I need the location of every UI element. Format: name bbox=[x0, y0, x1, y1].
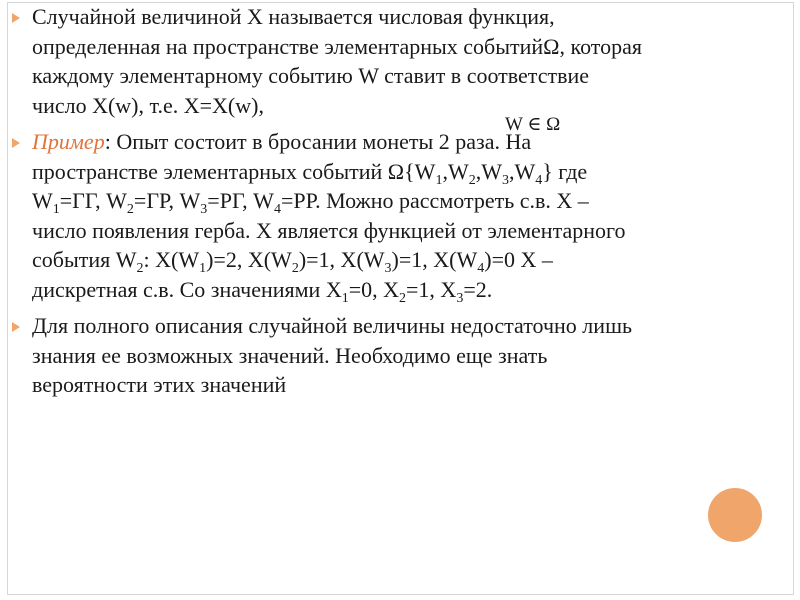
definition-line-2: определенная на пространстве элементарных событийΩ, которая bbox=[32, 33, 643, 59]
subscript: 2 bbox=[136, 261, 144, 276]
subscript: 3 bbox=[456, 290, 464, 306]
example-text: =2. bbox=[463, 276, 493, 302]
subscript: 3 bbox=[200, 202, 208, 217]
example-text: )=1, X(W bbox=[391, 247, 478, 272]
example-text: )=1, X(W bbox=[298, 247, 385, 272]
note-line-3: вероятности этих значений bbox=[32, 372, 287, 397]
example-text: ,W bbox=[508, 158, 536, 184]
subscript: 3 bbox=[384, 261, 392, 276]
subscript: 2 bbox=[126, 202, 134, 217]
example-text: =ГГ, W bbox=[59, 188, 127, 213]
example-text: : Опыт состоит в бросании монеты 2 раза. На bbox=[104, 129, 532, 154]
example-text: пространстве элементарных событий Ω{W bbox=[32, 158, 436, 184]
definition-line-4: число X(w), т.е. X=X(w), bbox=[32, 92, 264, 118]
bullet-arrow-icon bbox=[12, 13, 20, 23]
definition-line-1: Случайной величиной Х называется числовая функция, bbox=[32, 4, 555, 29]
decorative-circle-icon bbox=[708, 488, 762, 542]
example-text: =0, Х bbox=[348, 276, 400, 302]
subscript: 1 bbox=[199, 261, 207, 276]
example-text: число появления герба. Х является функцией от элементарного bbox=[32, 217, 626, 243]
subscript: 4 bbox=[273, 202, 281, 217]
formula-w-in-omega: W ∈ Ω bbox=[505, 114, 561, 135]
example-text: )=2, X(W bbox=[206, 247, 292, 272]
example-text: W bbox=[32, 188, 53, 213]
example-text: ,W bbox=[475, 158, 502, 184]
example-text: =РГ, W bbox=[207, 188, 274, 213]
subscript: 4 bbox=[535, 172, 543, 188]
note-line-1: Для полного описания случайной величины недостаточно лишь bbox=[32, 313, 633, 338]
example-text: =РР. Можно рассмотреть с.в. Х – bbox=[280, 188, 589, 213]
example-label: Пример bbox=[32, 129, 105, 154]
subscript: 3 bbox=[501, 172, 509, 188]
subscript: 1 bbox=[341, 290, 349, 306]
paragraph-definition bbox=[12, 2, 782, 120]
bullet-arrow-icon bbox=[12, 322, 20, 332]
subscript: 4 bbox=[477, 261, 485, 276]
subscript: 1 bbox=[435, 172, 443, 188]
slide-content bbox=[12, 2, 782, 407]
example-text: события W bbox=[32, 247, 137, 272]
example-text: дискретная с.в. Со значениями Х bbox=[32, 276, 342, 302]
example-text: )=0 Х – bbox=[484, 247, 553, 272]
example-text: : X(W bbox=[143, 247, 200, 272]
bullet-arrow-icon bbox=[12, 138, 20, 148]
subscript: 2 bbox=[291, 261, 299, 276]
example-text: } где bbox=[542, 158, 588, 184]
example-text: =ГР, W bbox=[133, 188, 201, 213]
definition-line-3: каждому элементарному событию W ставит в соответствие bbox=[32, 63, 589, 88]
subscript: 2 bbox=[399, 290, 407, 306]
subscript: 2 bbox=[468, 172, 476, 188]
example-text: ,W bbox=[442, 158, 469, 184]
subscript: 1 bbox=[52, 202, 60, 217]
paragraph-note bbox=[12, 311, 782, 400]
note-line-2: знания ее возможных значений. Необходимо еще знать bbox=[32, 342, 548, 368]
paragraph-example bbox=[12, 127, 782, 304]
example-text: =1, Х bbox=[406, 276, 457, 302]
